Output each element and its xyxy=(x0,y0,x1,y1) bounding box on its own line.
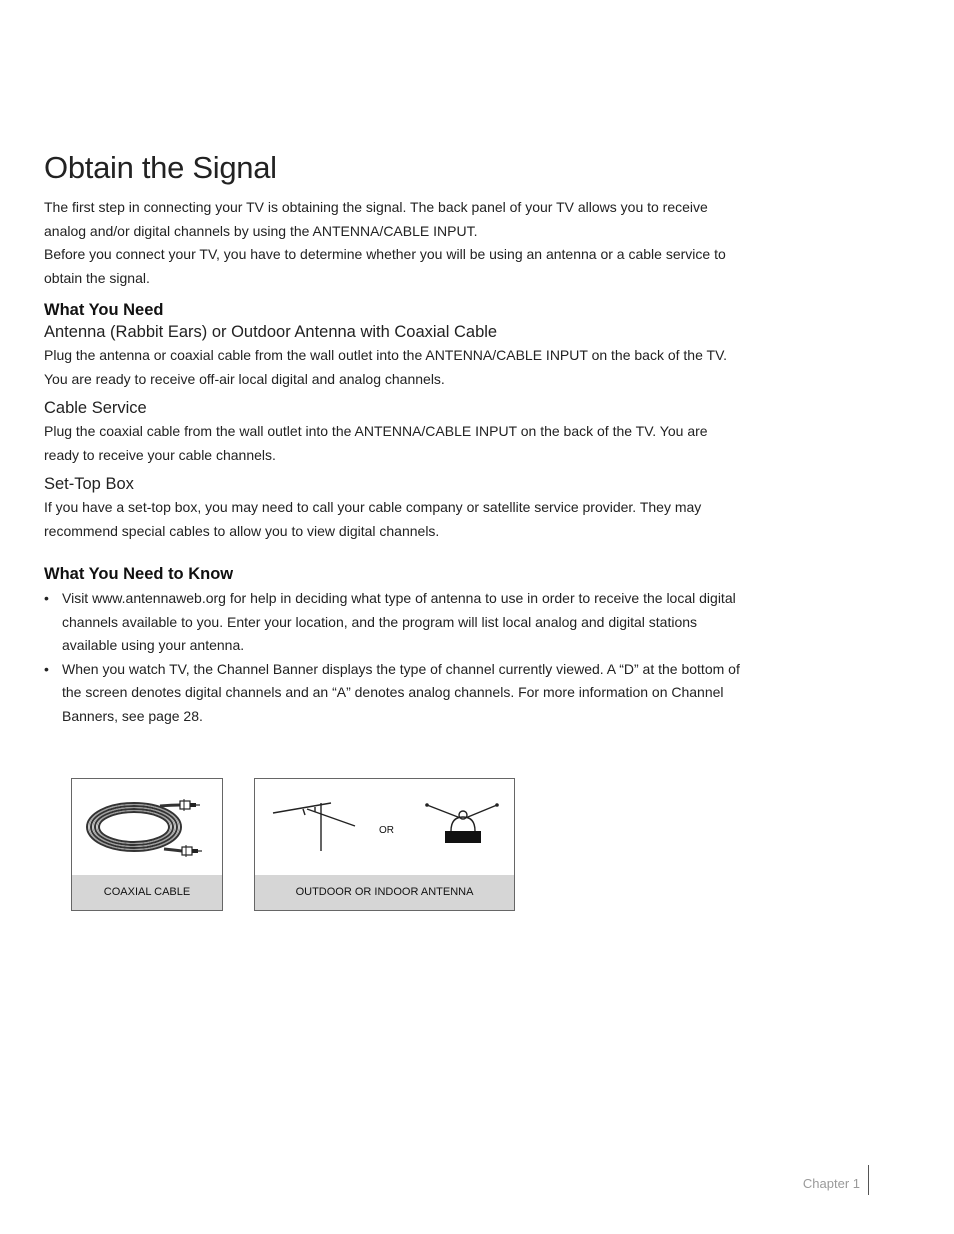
bullet-text-channel-banner: When you watch TV, the Channel Banner displays the type of channel currently viewed. A “D” at the bottom of the screen denotes digital channels and an “A” denotes analog channels. For more information on Channel Banners, see page 28. xyxy=(62,660,740,724)
or-label: OR xyxy=(379,825,394,836)
bullet-icon: • xyxy=(44,660,49,677)
know-bullet-list xyxy=(44,587,744,728)
what-you-need-to-know-heading: What You Need to Know xyxy=(44,565,234,583)
cable-service-subheading: Cable Service xyxy=(44,399,147,417)
set-top-box-paragraph: If you have a set-top box, you may need to call your cable company or satellite service provider. They may recommend special cables to allow you to view digital channels. xyxy=(44,499,702,539)
rabbit-ears-antenna-icon xyxy=(415,779,515,875)
chapter-label: Chapter 1 xyxy=(802,1176,860,1191)
coaxial-cable-caption: COAXIAL CABLE xyxy=(72,875,222,910)
main-content xyxy=(44,150,744,728)
antenna-paragraph: Plug the antenna or coaxial cable from the wall outlet into the ANTENNA/CABLE INPUT on the back of the TV. You are ready to receive off-air local digital and analog channels. xyxy=(44,347,728,387)
coaxial-cable-figure xyxy=(71,778,223,911)
bullet-icon: • xyxy=(44,590,49,606)
cable-service-paragraph: Plug the coaxial cable from the wall outlet into the ANTENNA/CABLE INPUT on the back of the TV. You are ready to receive your cable channels. xyxy=(44,423,708,463)
antenna-figure xyxy=(254,778,515,911)
bullet-text-antennaweb: Visit www.antennaweb.org for help in deciding what type of antenna to use in order to receive the local digital channels available to you. Enter your location, and the program will list local analog and digital stations available using your antenna. xyxy=(62,590,736,653)
antenna-subheading: Antenna (Rabbit Ears) or Outdoor Antenna with Coaxial Cable xyxy=(44,323,498,341)
page-title: Obtain the Signal xyxy=(44,150,277,185)
intro-paragraph-1: The first step in connecting your TV is obtaining the signal. The back panel of your TV allows you to receive analog and/or digital channels by using the ANTENNA/CABLE INPUT. xyxy=(44,199,708,239)
footer-divider xyxy=(868,1165,869,1195)
antenna-caption: OUTDOOR OR INDOOR ANTENNA xyxy=(255,875,514,910)
coaxial-cable-icon xyxy=(72,779,222,875)
what-you-need-heading: What You Need xyxy=(44,301,164,319)
list-item xyxy=(44,587,744,658)
intro-paragraph-2: Before you connect your TV, you have to determine whether you will be using an antenna or a cable service to obtain the signal. xyxy=(44,246,726,286)
set-top-box-subheading: Set-Top Box xyxy=(44,475,134,493)
list-item xyxy=(44,658,744,729)
outdoor-antenna-icon xyxy=(255,779,365,875)
